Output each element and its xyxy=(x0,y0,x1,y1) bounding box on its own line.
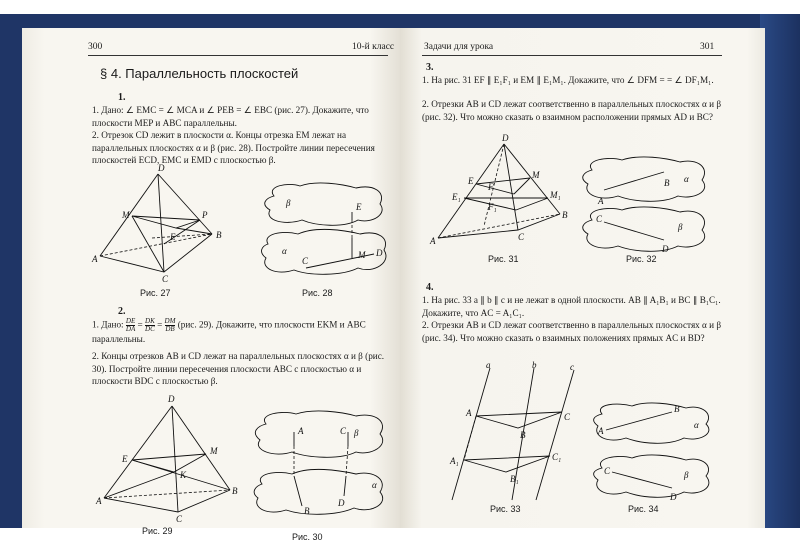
book-cover-edge xyxy=(760,14,800,528)
f33-label-b1: B₁ xyxy=(510,474,519,484)
problem-number-3: 3. xyxy=(426,62,434,73)
f30-label-c: C xyxy=(340,426,347,436)
figure-34 xyxy=(588,402,720,506)
frac2-bot: DC xyxy=(145,325,155,333)
f27-label-b: B xyxy=(216,230,222,240)
f34-label-c: C xyxy=(604,466,611,476)
f33-label-a-line: a xyxy=(486,360,491,370)
f31-label-a: A xyxy=(430,236,436,246)
f28-label-beta: β xyxy=(286,198,291,208)
f30-label-alpha: α xyxy=(372,480,377,490)
right-page xyxy=(400,28,765,528)
left-page xyxy=(22,28,400,542)
f27-label-m: M xyxy=(122,210,130,220)
caption-fig-31: Рис. 31 xyxy=(488,254,519,264)
figure-33 xyxy=(440,360,590,504)
caption-fig-29: Рис. 29 xyxy=(142,526,173,536)
f33-label-b-line: b xyxy=(532,360,537,370)
f32-label-alpha: α xyxy=(684,174,689,184)
figure-27 xyxy=(92,163,252,288)
f28-label-alpha: α xyxy=(282,246,287,256)
header-rule-right xyxy=(422,55,722,56)
f31-label-c: C xyxy=(518,232,525,242)
f33-label-a: A xyxy=(466,408,472,418)
f33-label-c: C xyxy=(564,412,571,422)
caption-fig-27: Рис. 27 xyxy=(140,288,171,298)
figure-28 xyxy=(258,178,398,288)
f29-label-e: E xyxy=(122,454,128,464)
fraction-dm-db xyxy=(165,318,176,333)
page-number-left: 300 xyxy=(88,42,103,52)
f32-label-beta: β xyxy=(678,222,683,232)
f30-label-beta: β xyxy=(354,428,359,438)
f28-label-c: C xyxy=(302,256,309,266)
f27-label-e: E xyxy=(170,232,176,242)
figure-31 xyxy=(424,133,584,256)
figure-29 xyxy=(96,394,246,524)
running-head-right: Задачи для урока xyxy=(424,42,494,52)
problem-2-2: 2. Концы отрезков AB и CD лежат на параллельных плоскостях α и β (рис. 30). Постройте линии пересечения плоскости ABC с плоскостью α и плоскости BDC с плоскостью β. xyxy=(92,351,385,386)
f33-label-c-line: c xyxy=(570,362,574,372)
f34-label-b: B xyxy=(674,404,680,414)
problem-2-1-suffix: (рис. 29). Докажите, что плоскости EKM и ABC параллельны. xyxy=(92,319,366,344)
f31-label-e1: E₁ xyxy=(452,192,461,202)
fraction-dk-dc xyxy=(145,318,155,333)
problem-1-2: 2. Отрезок CD лежит в плоскости α. Концы отрезка EM лежат на параллельных плоскостях α и β (рис. 28). Постройте линии пересечения плоскостей ECD, EMC и EMD с плоскостью β. xyxy=(92,130,375,165)
caption-fig-32: Рис. 32 xyxy=(626,254,657,264)
caption-fig-33: Рис. 33 xyxy=(490,504,521,514)
f33-label-a1: A₁ xyxy=(450,456,459,466)
f31-label-e: E xyxy=(468,176,474,186)
f32-label-d: D xyxy=(662,244,669,254)
f34-label-beta: β xyxy=(684,470,689,480)
problem-3-1: 1. На рис. 31 EF ∥ E₁F₁ и EM ∥ E₁M₁. Докажите, что ∠ DFM = = ∠ DF₁M₁. xyxy=(422,75,714,85)
f27-label-p: P xyxy=(202,210,208,220)
f31-label-d: D xyxy=(502,133,509,143)
f29-label-b: B xyxy=(232,486,238,496)
frac2-top: DK xyxy=(145,317,155,325)
f27-label-a: A xyxy=(92,254,98,264)
page-number-right: 301 xyxy=(700,42,715,52)
frac3-top: DM xyxy=(164,317,176,325)
problem-3-2: 2. Отрезки AB и CD лежат соответственно в параллельных плоскостях α и β (рис. 32). Что можно сказать о взаимном расположении прямых AD и BC? xyxy=(422,99,722,122)
f31-label-b: B xyxy=(562,210,568,220)
problem-4-2: 2. Отрезки AB и CD лежат соответственно в параллельных плоскостях α и β (рис. 34). Что можно сказать о взаимных положениях прямых AC и BD? xyxy=(422,320,722,343)
f30-label-d: D xyxy=(338,498,345,508)
f30-label-b: B xyxy=(304,506,310,516)
f28-label-d: D xyxy=(376,248,383,258)
caption-fig-30: Рис. 30 xyxy=(292,532,323,542)
header-rule-left xyxy=(88,55,388,56)
problem-1-1: 1. Дано: ∠ EMC = ∠ MCA и ∠ PEB = ∠ EBC (рис. 27). Докажите, что плоскости MEP и ABC параллельны. xyxy=(92,105,369,128)
f31-label-f: F xyxy=(488,182,494,192)
problem-2-1: 1. Дано: $\frac{DE}{DA}$ = $\frac{DK}{DC}$ = $\frac{DM}{DB}$ (рис. 29). Докажите, что плоскости EKM и ABC параллельны. xyxy=(92,317,366,344)
caption-fig-28: Рис. 28 xyxy=(302,288,333,298)
frac3-bot: DB xyxy=(165,325,175,333)
f34-label-d: D xyxy=(670,492,677,502)
problem-number-1: 1. xyxy=(118,92,126,103)
f29-label-c: C xyxy=(176,514,183,524)
f31-label-f1: F₁ xyxy=(488,202,497,212)
figure-32 xyxy=(578,156,718,266)
f34-label-alpha: α xyxy=(694,420,699,430)
f32-label-c: C xyxy=(596,214,603,224)
f29-label-a: A xyxy=(96,496,102,506)
frac1-top: DE xyxy=(125,317,136,325)
f34-label-a: A xyxy=(598,426,604,436)
problem-4-1: 1. На рис. 33 a ∥ b ∥ c и не лежат в одной плоскости. AB ∥ A₁B₁ и BC ∥ B₁C₁. Докажите, что AC = A₁C₁. xyxy=(422,295,721,318)
fraction-de-da xyxy=(126,318,135,333)
frac1-bot: DA xyxy=(125,325,136,333)
f32-label-b: B xyxy=(664,178,670,188)
section-title: § 4. Параллельность плоскостей xyxy=(100,66,299,81)
problem-2-1-prefix: 1. Дано: xyxy=(92,319,124,330)
f31-label-m1: M₁ xyxy=(550,190,561,200)
figure-30 xyxy=(248,410,398,520)
f33-label-c1: C₁ xyxy=(552,452,562,462)
f29-label-k: K xyxy=(180,470,187,480)
f29-label-d: D xyxy=(168,394,175,404)
f31-label-m: M xyxy=(532,170,540,180)
f33-label-b: B xyxy=(520,430,526,440)
running-head-left: 10-й класс xyxy=(352,42,395,52)
f30-label-a: A xyxy=(298,426,304,436)
f32-label-a: A xyxy=(598,196,604,206)
caption-fig-34: Рис. 34 xyxy=(628,504,659,514)
f28-label-m: M xyxy=(358,250,366,260)
f27-label-c: C xyxy=(162,274,169,284)
problem-number-2: 2. xyxy=(118,306,126,317)
problem-number-4: 4. xyxy=(426,282,434,293)
f27-label-d: D xyxy=(158,163,165,173)
f28-label-e: E xyxy=(356,202,362,212)
f29-label-m: M xyxy=(210,446,218,456)
